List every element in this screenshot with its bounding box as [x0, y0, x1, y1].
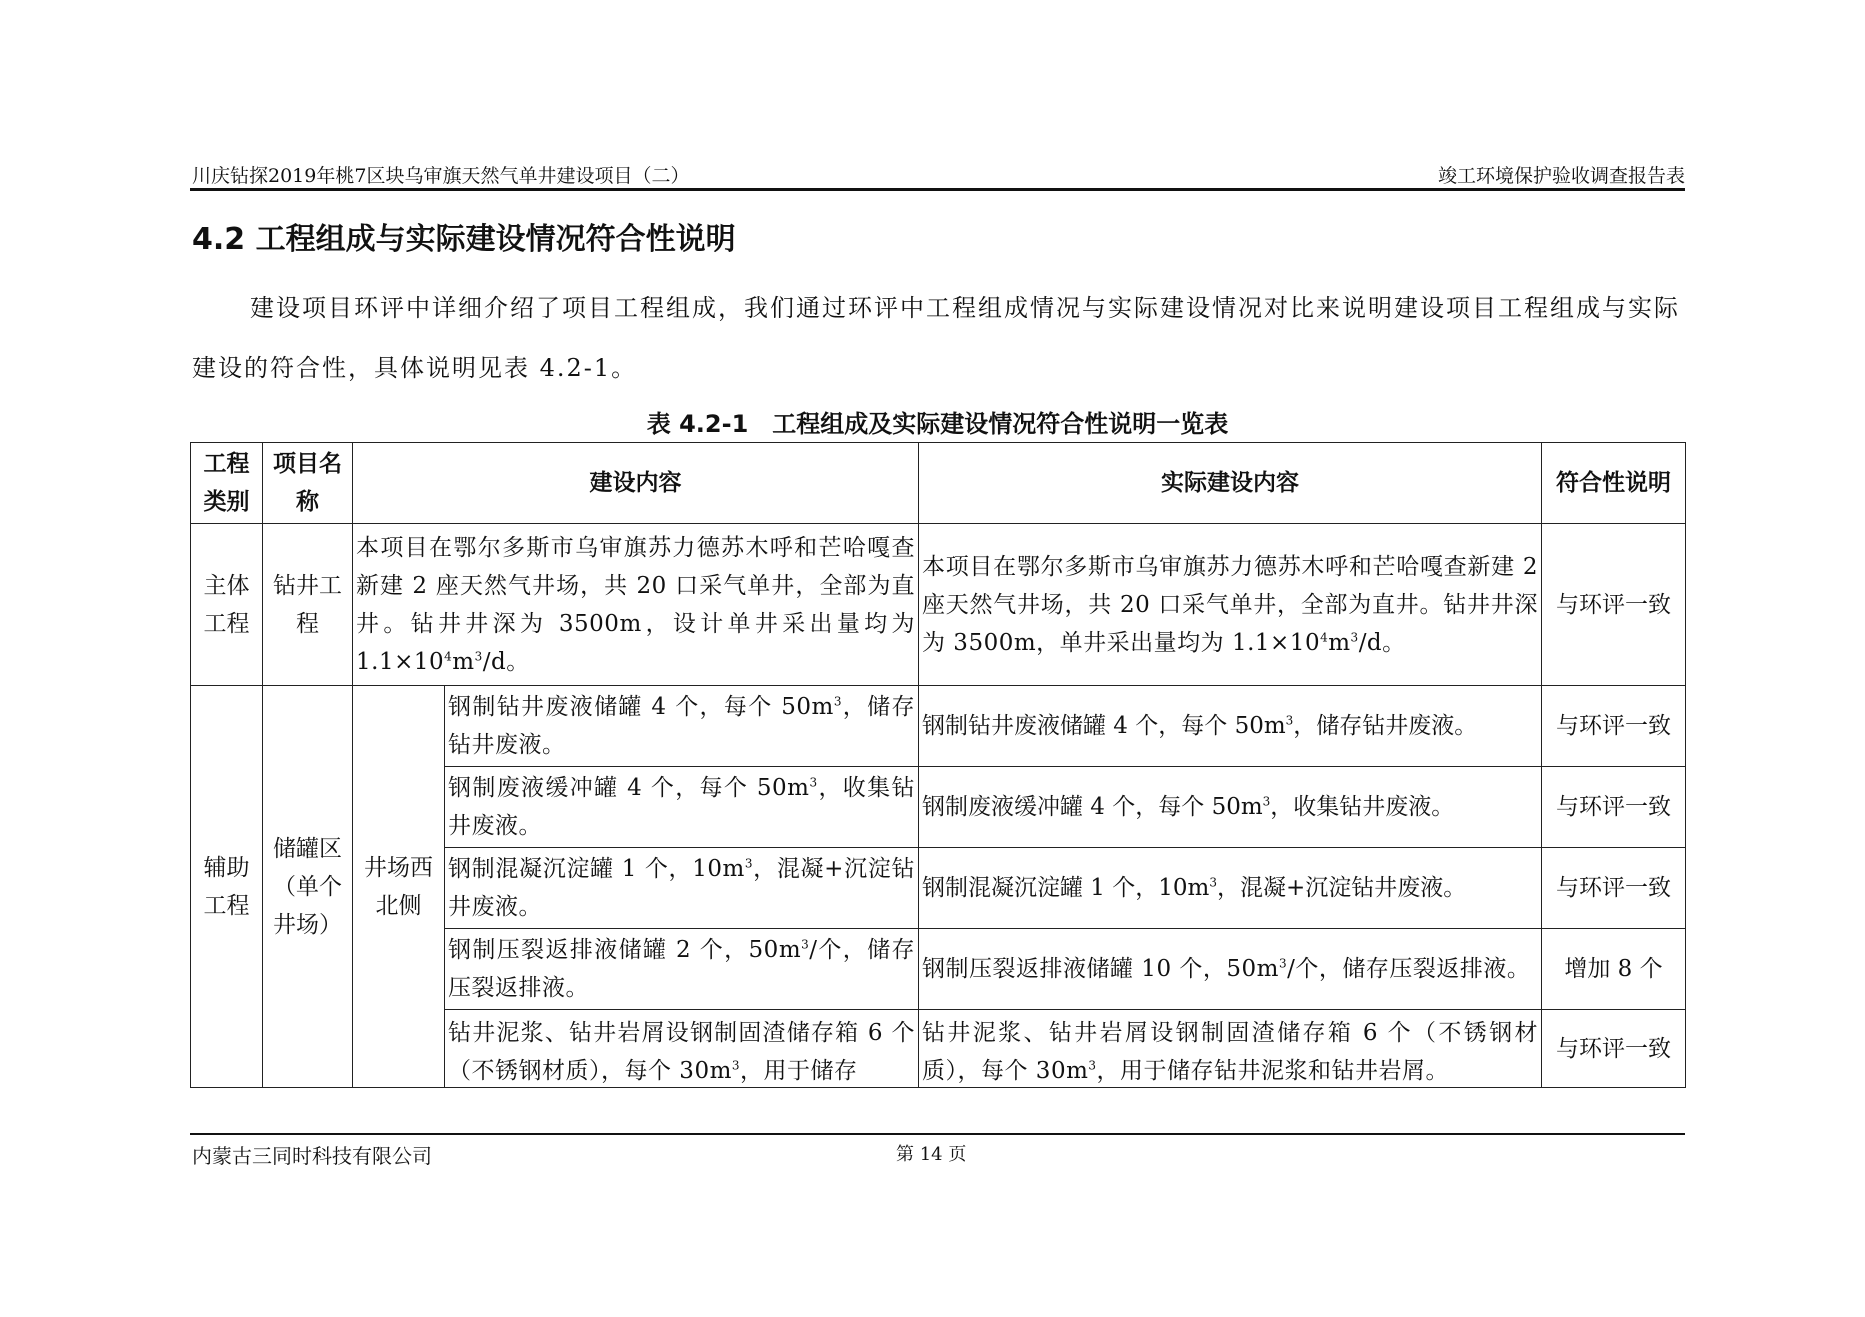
cell-conformity-aux-1: 与环评一致 — [1542, 686, 1686, 767]
cell-conformity-main: 与环评一致 — [1542, 524, 1686, 686]
cell-conformity-aux-3: 与环评一致 — [1542, 848, 1686, 929]
header-report-type: 竣工环境保护验收调查报告表 — [1437, 165, 1685, 187]
header-project: 项目名称 — [263, 443, 353, 524]
cell-actual-aux-5: 钻井泥浆、钻井岩屑设钢制固渣储存箱 6 个（不锈钢材质），每个 $30m^3$，用于储存钻井泥浆和钻井岩屑。 — [919, 1010, 1542, 1088]
header-rule — [190, 188, 1685, 191]
header-conformity: 符合性说明 — [1542, 443, 1686, 524]
cell-category-aux: 辅助工程 — [191, 686, 263, 1088]
intro-paragraph: 建设项目环评中详细介绍了项目工程组成，我们通过环评中工程组成情况与实际建设情况对比来说明建设项目工程组成与实际建设的符合性，具体说明见表 4.2-1。 — [192, 294, 1680, 382]
cell-actual-main: 本项目在鄂尔多斯市乌审旗苏力德苏木呼和芒哈嘎查新建 2 座天然气井场，共 20 口采气单井，全部为直井。钻井井深为 3500m，单井采出量均为 $1.1\times 10^4m^3/d$。 — [919, 524, 1542, 686]
cell-actual-aux-3: 钢制混凝沉淀罐 1 个，$10m^3$，混凝+沉淀钻井废液。 — [919, 848, 1542, 929]
table-header-row — [191, 443, 1686, 524]
cell-actual-aux-4: 钢制压裂返排液储罐 10 个，$50m^3/$个，储存压裂返排液。 — [919, 929, 1542, 1010]
cell-category-main: 主体工程 — [191, 524, 263, 686]
header-actual: 实际建设内容 — [919, 443, 1542, 524]
table-row-aux-1 — [191, 686, 1686, 767]
cell-planned-aux-2: 钢制废液缓冲罐 4 个，每个 $50m^3$，收集钻井废液。 — [445, 767, 919, 848]
cell-conformity-aux-2: 与环评一致 — [1542, 767, 1686, 848]
footer-company: 内蒙古三同时科技有限公司 — [192, 1144, 432, 1168]
cell-project-drilling: 钻井工程 — [263, 524, 353, 686]
header-category: 工程类别 — [191, 443, 263, 524]
header-planned: 建设内容 — [353, 443, 919, 524]
header-project-title: 川庆钻探2019年桃7区块乌审旗天然气单井建设项目（二） — [192, 165, 690, 187]
table-row-main-project — [191, 524, 1686, 686]
conformity-table — [190, 442, 1686, 1088]
footer-rule — [190, 1133, 1685, 1135]
section-title: 4.2 工程组成与实际建设情况符合性说明 — [192, 222, 736, 257]
cell-conformity-aux-5: 与环评一致 — [1542, 1010, 1686, 1088]
cell-project-tank-area: 储罐区（单个井场） — [263, 686, 353, 1088]
table-caption: 表 4.2-1 工程组成及实际建设情况符合性说明一览表 — [646, 410, 1229, 438]
cell-actual-aux-1: 钢制钻井废液储罐 4 个，每个 $50m^3$，储存钻井废液。 — [919, 686, 1542, 767]
footer-page-number: 第 14 页 — [896, 1144, 967, 1165]
cell-location: 井场西北侧 — [353, 686, 445, 1088]
cell-planned-aux-3: 钢制混凝沉淀罐 1 个，$10m^3$，混凝+沉淀钻井废液。 — [445, 848, 919, 929]
cell-planned-aux-5: 钻井泥浆、钻井岩屑设钢制固渣储存箱 6 个（不锈钢材质），每个 $30m^3$，用于储存 — [445, 1010, 919, 1088]
cell-planned-main: 本项目在鄂尔多斯市乌审旗苏力德苏木呼和芒哈嘎查新建 2 座天然气井场，共 20 口采气单井，全部为直井。钻井井深为 3500m，设计单井采出量均为 $1.1\times 10^4m^3/d$。 — [353, 524, 919, 686]
cell-actual-aux-2: 钢制废液缓冲罐 4 个，每个 $50m^3$，收集钻井废液。 — [919, 767, 1542, 848]
cell-conformity-aux-4: 增加 8 个 — [1542, 929, 1686, 1010]
cell-planned-aux-4: 钢制压裂返排液储罐 2 个，$50m^3/$个，储存压裂返排液。 — [445, 929, 919, 1010]
cell-planned-aux-1: 钢制钻井废液储罐 4 个，每个 $50m^3$，储存钻井废液。 — [445, 686, 919, 767]
